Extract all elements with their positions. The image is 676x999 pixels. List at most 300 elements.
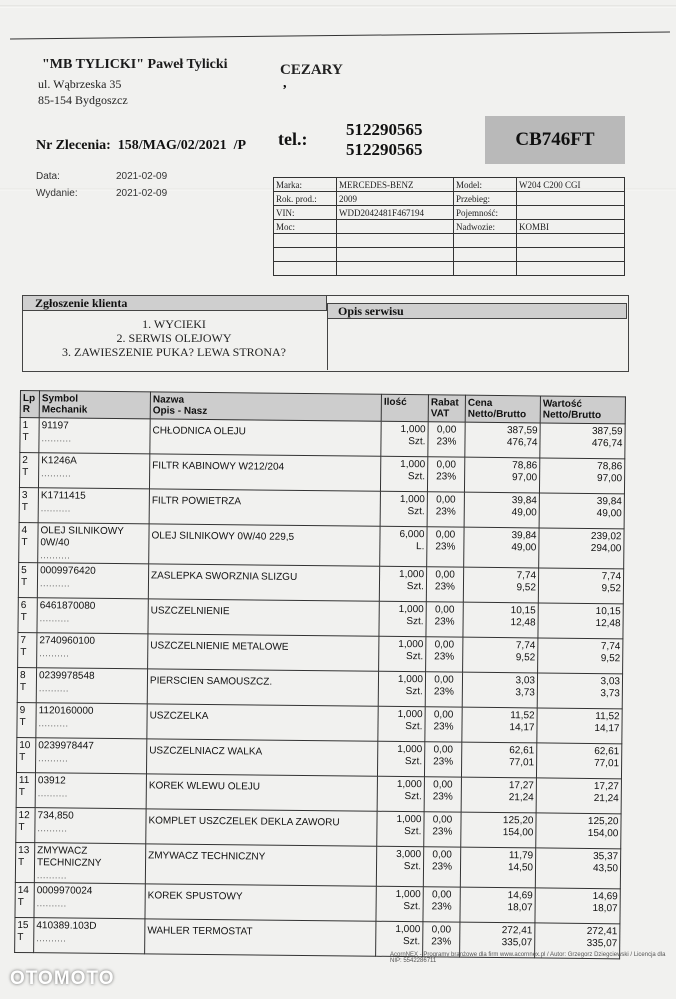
row-cena-brutto: 9,52 [515,652,536,664]
row-nazwa: FILTR KABINOWY W212/204 [149,454,380,491]
row-wartosc [535,848,620,889]
row-wartosc-netto: 14,69 [592,891,618,903]
row-wartosc-netto: 7,74 [601,571,622,583]
row-cena [461,742,536,778]
row-unit: Szt. [402,936,421,948]
row-wartosc [537,708,622,744]
row-lp [17,702,36,737]
row-lp [19,487,38,522]
vehicle-label: Nadwozie: [454,220,517,234]
row-rabat-value: 0,00 [433,779,453,791]
row-cena-brutto: 21,24 [508,792,534,804]
row-vat-value: 23% [431,901,452,913]
vehicle-model: W204 C200 CGI [517,178,625,192]
row-cena-brutto: 9,52 [516,582,537,594]
row-symbol-text-2: 0W/40 [40,537,70,549]
row-symbol-text: 734,850 [37,810,74,822]
row-cena-netto: 7,74 [516,570,537,582]
row-cena-netto: 14,69 [507,890,533,902]
row-wartosc-netto: 239,02 [590,530,622,543]
row-qty [377,811,424,846]
row-lp-number: 7 [20,635,26,647]
row-mechanik-dots: .......... [36,870,67,881]
row-mechanik-dots: .......... [39,648,70,659]
row-lp-number: 2 [22,455,28,467]
vehicle-empty-cell [517,262,625,276]
row-rabat [427,492,464,527]
row-symbol-text: 0009970024 [36,885,93,897]
row-vat-value: 23% [434,581,456,593]
row-mechanik-dots: .......... [40,550,71,561]
row-nazwa: KOREK SPUSTOWY [145,884,376,921]
row-wartosc [539,528,624,569]
row-symbol-text: 410389.103D [36,920,97,932]
row-symbol [34,843,145,884]
row-lp-number: 6 [20,600,27,612]
license-plate: CB746FT [485,116,625,164]
row-cena [465,422,540,458]
col-ilosc-label: Ilość [383,396,407,409]
row-cena-netto: 39,84 [511,495,537,507]
row-qty-value: 1,000 [399,568,425,581]
row-wartosc [540,423,625,459]
row-mechanik-dots: .......... [39,613,70,624]
col-rabat [428,395,465,422]
row-wartosc-netto: 125,20 [587,815,619,828]
row-mechanik-dots: .......... [38,753,69,764]
row-unit: Szt. [406,616,424,628]
row-cena [463,602,538,638]
row-rabat [424,812,461,847]
company-street: ul. Wąbrzeska 35 [38,77,122,91]
vehicle-label: Pojemność: [454,206,517,220]
vehicle-year: 2009 [337,192,454,206]
vehicle-power [337,220,454,234]
row-rabat-value: 0,00 [432,814,453,826]
row-vat-value: 23% [436,436,457,448]
row-cena-netto: 39,84 [511,530,537,542]
vehicle-empty-cell [274,234,337,248]
row-lp-number: 4 [21,525,28,537]
row-vat-value: 23% [432,826,453,838]
row-cena-netto: 387,59 [506,425,538,437]
col-rabat-label: Rabat [430,397,459,409]
col-cena [465,395,540,423]
row-cena-brutto: 476,74 [506,437,538,449]
row-rabat-value: 0,00 [431,889,452,901]
complaint-line-1: 1. WYCIEKI [142,317,206,331]
row-cena-netto: 7,74 [515,640,536,652]
row-wartosc-brutto: 335,07 [586,937,618,950]
row-symbol [35,773,146,809]
row-symbol [35,808,146,844]
row-qty [378,706,425,741]
row-cena-brutto: 77,01 [509,757,535,769]
row-rabat-value: 0,00 [432,849,452,861]
row-wartosc-netto: 17,27 [593,781,619,793]
row-r: T [22,432,29,444]
row-wartosc-brutto: 77,01 [594,758,620,770]
row-lp [16,737,35,772]
row-lp-number: 15 [17,920,29,932]
row-lp-number: 5 [21,565,27,577]
row-unit: Szt. [403,901,421,913]
row-mechanik-dots: .......... [41,468,72,479]
row-nazwa: PIERSCIEN SAMOUSZCZ. [147,669,378,706]
row-wartosc [538,603,623,639]
row-cena-netto: 11,52 [510,710,535,722]
row-rabat [427,527,464,567]
row-r: T [20,577,28,589]
row-unit: Szt. [404,791,422,803]
row-cena [464,457,539,493]
row-qty-value: 1,000 [400,423,426,436]
vehicle-make: MERCEDES-BENZ [337,178,454,192]
vehicle-empty-cell [274,248,337,262]
col-r-label: R [22,404,31,416]
vehicle-label: Model: [454,178,517,192]
row-wartosc [536,743,621,779]
row-symbol [35,738,146,774]
row-qty-value: 1,000 [397,743,423,756]
row-wartosc [536,813,621,849]
row-unit: Szt. [407,506,425,518]
row-rabat [423,847,460,887]
row-nazwa: USZCZELNIENIE [148,599,379,636]
order-label [36,138,246,154]
row-mechanik-dots: .......... [37,823,68,834]
row-lp [15,917,34,952]
row-qty [376,846,423,886]
row-wartosc-netto: 39,84 [596,496,622,508]
vehicle-body: KOMBI [517,220,625,234]
row-rabat-value: 0,00 [434,604,455,616]
row-nazwa: OLEJ SILNIKOWY 0W/40 229,5 [149,524,380,566]
row-rabat [428,422,465,457]
row-rabat-value: 0,00 [435,569,455,581]
row-cena [461,812,536,848]
vehicle-label: Marka: [274,178,337,192]
table-row [19,522,624,568]
row-lp [20,418,39,453]
row-wartosc-brutto: 43,50 [592,863,619,875]
col-symbol [39,391,150,419]
row-cena-brutto: 49,00 [511,507,537,519]
row-wartosc-brutto: 476,74 [591,437,623,450]
row-rabat [423,887,460,922]
company-city: 85-154 Bydgoszcz [38,93,128,107]
col-cena-label: Cena [467,397,493,409]
row-cena [462,672,537,708]
row-vat-value: 23% [434,616,455,628]
row-symbol [37,598,148,634]
row-vat-value: 23% [433,756,454,768]
row-cena [462,707,537,743]
row-qty-value: 1,000 [398,638,424,651]
row-unit: Szt. [404,826,422,838]
row-rabat-value: 0,00 [433,709,454,721]
row-qty-value: 1,000 [399,493,425,506]
issue-value: 2021-02-09 [116,188,168,199]
row-wartosc-brutto: 12,48 [595,618,621,630]
row-rabat [424,777,461,812]
complaint-line-3: 3. ZAWIESZENIE PUKA? LEWA STRONA? [61,345,286,359]
row-r: T [21,502,28,514]
row-unit: L. [415,541,425,553]
issue-label: Wydanie: [36,188,78,199]
row-r: T [20,647,27,659]
row-wartosc-netto: 272,41 [586,925,618,938]
row-r: T [17,857,25,869]
vehicle-empty-cell [337,262,454,276]
col-lp [20,391,39,418]
table-row [15,842,620,888]
vehicle-empty-cell [337,248,454,262]
row-vat-value: 23% [434,651,455,663]
row-unit: Szt. [404,756,423,768]
row-qty-value: 1,000 [396,778,422,791]
col-opis-label: Opis - Nasz [152,405,208,417]
row-symbol [34,918,145,954]
customer-extra: , [283,76,287,91]
row-symbol-text: 6461870080 [39,600,96,612]
tel-label: tel.: [278,129,308,149]
row-qty-value: 1,000 [396,813,422,826]
row-rabat [424,742,461,777]
phone-1: 512290565 [346,120,423,139]
row-qty [380,456,427,491]
paper-fold [0,5,676,8]
row-cena-netto: 78,86 [512,460,538,472]
row-lp-number: 14 [17,885,29,897]
col-cena-sub-label: Netto/Brutto [467,408,527,421]
row-r: T [18,787,25,799]
row-lp [17,667,36,702]
row-unit: Szt. [405,686,423,698]
vehicle-empty-cell [454,234,517,248]
row-rabat [426,567,463,602]
row-lp-number: 9 [19,705,26,717]
row-qty [380,526,427,566]
row-rabat [427,457,464,492]
row-wartosc-brutto: 18,07 [592,903,618,915]
row-qty [378,671,425,706]
row-symbol-text: 0009976420 [40,565,96,577]
row-cena [464,527,539,568]
row-wartosc [539,493,624,529]
row-qty [380,491,427,526]
row-wartosc [537,673,622,709]
row-cena-netto: 11,79 [508,850,534,862]
row-wartosc [538,568,623,604]
row-cena [461,777,536,813]
row-nazwa: USZCZELNIACZ WALKA [146,739,377,776]
row-symbol [36,703,147,739]
row-nazwa: KOREK WLEWU OLEJU [146,774,377,811]
col-wartosc-label: Wartość [542,398,583,410]
phone-2: 512290565 [346,140,423,159]
watermark-logo: OTOMOTO [10,968,115,989]
complaint-divider [327,319,328,370]
row-lp-number: 11 [18,775,30,787]
row-r: T [18,822,25,834]
row-lp [15,882,34,917]
row-cena-netto: 62,61 [509,745,535,757]
col-symbol-label: Symbol [41,393,79,405]
customer-name: CEZARY [280,62,343,78]
row-qty [376,886,423,921]
row-nazwa: ZMYWACZ TECHNICZNY [145,844,376,886]
row-wartosc-brutto: 9,52 [600,653,621,665]
vehicle-label: VIN: [274,206,337,220]
row-r: T [19,682,27,694]
vehicle-empty-cell [517,248,625,262]
order-label-text: Nr Zlecenia: [36,138,111,153]
row-rabat-value: 0,00 [436,494,456,506]
row-wartosc-netto: 11,52 [595,711,620,723]
row-wartosc-netto: 10,15 [595,606,621,618]
vehicle-label: Rok. prod.: [274,192,337,206]
row-qty-value: 6,000 [399,528,425,541]
row-lp [16,807,35,842]
items-table [14,390,626,959]
row-wartosc-brutto: 3,73 [600,688,620,700]
row-lp [16,772,35,807]
row-rabat-value: 0,00 [436,424,457,436]
row-rabat [425,707,462,742]
row-unit: Szt. [405,651,424,663]
row-mechanik-dots: .......... [36,898,67,909]
col-wartosc-sub-label: Netto/Brutto [542,409,602,422]
order-number: 158/MAG/02/2021 [117,138,227,153]
row-cena [463,567,538,603]
row-symbol-text: 0239978447 [38,740,94,752]
row-nazwa: ZASLEPKA SWORZNIA SLIZGU [148,564,379,601]
row-vat-value: 23% [433,721,454,733]
row-mechanik-dots: .......... [38,683,69,694]
vehicle-table [273,177,625,276]
row-symbol [38,488,149,524]
row-symbol [38,523,149,564]
row-r: T [17,897,24,909]
row-vat-value: 23% [431,861,453,873]
row-wartosc-netto: 387,59 [591,425,623,438]
row-r: T [22,467,29,479]
footer-note: AcornNEX - Programy branżowe dla firm www.acornnex.pl / Autor: Grzegorz Dziegciewski / Licencja dla NIP: 5542286711 [390,952,666,964]
row-lp [19,522,38,562]
row-cena-brutto: 335,07 [501,937,533,949]
row-mechanik-dots: .......... [41,433,72,444]
row-cena-netto: 272,41 [501,925,533,937]
row-unit: Szt. [407,471,426,483]
row-lp-number: 13 [18,845,30,857]
col-nazwa [150,392,381,421]
row-cena-brutto: 14,50 [507,862,534,874]
row-rabat [425,672,462,707]
row-wartosc [538,638,623,674]
row-symbol-text: K1711415 [40,490,86,502]
row-wartosc-brutto: 14,17 [594,723,620,735]
row-cena-netto: 125,20 [502,815,534,827]
row-cena-brutto: 12,48 [510,617,536,629]
row-mechanik-dots: .......... [40,503,71,514]
row-symbol-text: 91197 [41,420,69,432]
row-qty [379,566,426,601]
row-qty-value: 1,000 [397,708,423,721]
col-vat-label: VAT [430,408,450,420]
row-rabat [426,637,463,672]
row-rabat-value: 0,00 [434,674,454,686]
row-cena [460,887,535,923]
company-name: "MB TYLICKI" Paweł Tylicki [42,57,228,72]
row-wartosc-brutto: 97,00 [597,473,623,485]
row-rabat-value: 0,00 [431,924,452,936]
row-wartosc-brutto: 154,00 [587,827,619,840]
row-unit: Szt. [403,861,422,873]
row-wartosc [535,888,620,924]
row-nazwa: KOMPLET USZCZELEK DEKLA ZAWORU [146,809,377,846]
row-lp-number: 8 [19,670,26,682]
vehicle-empty-cell [337,234,454,248]
row-qty-value: 1,000 [398,603,424,616]
row-rabat [426,602,463,637]
row-qty [381,421,428,456]
row-nazwa: WAHLER TERMOSTAT [145,919,376,956]
row-qty [379,601,426,636]
row-vat-value: 23% [433,686,454,698]
row-vat-value: 23% [432,791,453,803]
row-wartosc-brutto: 294,00 [590,542,622,555]
row-unit: Szt. [406,581,425,593]
row-qty [377,776,424,811]
row-lp-number: 1 [22,420,29,432]
row-wartosc [539,458,624,494]
col-nazwa-label: Nazwa [152,394,185,406]
row-lp [19,453,38,488]
row-symbol-text: OLEJ SILNIKOWY [40,525,124,538]
items-body [15,418,626,959]
row-mechanik-dots: .......... [36,933,67,944]
row-rabat-value: 0,00 [435,529,456,541]
row-mechanik-dots: .......... [39,578,71,589]
vehicle-capacity [517,206,625,220]
row-symbol [34,883,145,919]
row-lp [15,842,34,882]
row-cena-brutto: 154,00 [502,827,534,839]
vehicle-label: Przebieg: [454,192,517,206]
row-wartosc [536,778,621,814]
row-cena-netto: 10,15 [510,605,536,617]
row-r: T [19,752,26,764]
row-qty-value: 3,000 [396,848,422,861]
row-mechanik-dots: .......... [37,788,68,799]
row-wartosc-netto: 62,61 [594,746,620,758]
row-cena-netto: 3,03 [515,675,536,687]
row-symbol-text: 0239978548 [38,670,95,682]
row-symbol-text-2: TECHNICZNY [36,857,102,869]
row-lp [18,562,37,597]
date-label: Data: [36,171,60,182]
row-qty-value: 1,000 [397,673,424,686]
row-qty-value: 1,000 [400,458,426,471]
row-nazwa: CHŁODNICA OLEJU [150,419,381,456]
vehicle-empty-cell [274,262,337,276]
row-wartosc-brutto: 49,00 [596,508,622,520]
row-cena-brutto: 49,00 [511,542,537,554]
row-nazwa: USZCZELNIENIE METALOWE [148,634,379,671]
row-r: T [21,537,28,549]
row-rabat-value: 0,00 [436,459,457,471]
